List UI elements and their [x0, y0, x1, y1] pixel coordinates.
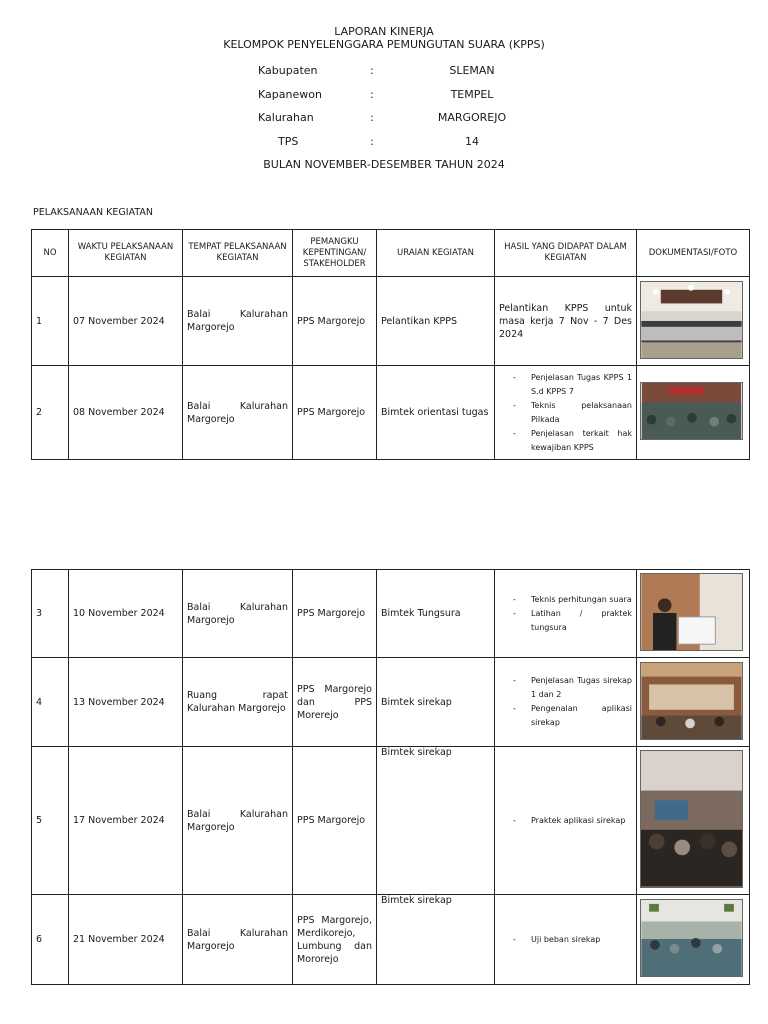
- row-no: 3: [32, 570, 69, 658]
- row-result: Pelantikan KPPS untuk masa kerja 7 Nov - 7 Des 2024: [495, 277, 637, 366]
- info-colon: :: [370, 88, 374, 101]
- col-header-photo: DOKUMENTASI/FOTO: [637, 230, 750, 277]
- activity-table-part-2: [31, 569, 750, 985]
- row-photo: [637, 366, 750, 460]
- info-row-kapanewon: [0, 88, 768, 102]
- row-date: 17 November 2024: [69, 747, 183, 895]
- col-header-stakeholder: PEMANGKU KEPENTINGAN/ STAKEHOLDER: [293, 230, 377, 277]
- info-row-kalurahan: [0, 111, 768, 125]
- info-row-kabupaten: [0, 64, 768, 78]
- col-header-date: WAKTU PELAKSANAAN KEGIATAN: [69, 230, 183, 277]
- row-no: 4: [32, 658, 69, 747]
- result-item: - Penjelasan Tugas KPPS 1 S.d KPPS 7: [499, 371, 632, 399]
- row-photo: [637, 277, 750, 366]
- row-place: Balai Kalurahan Margorejo: [183, 570, 293, 658]
- row-stakeholder: PPS Margorejo dan PPS Morerejo: [293, 658, 377, 747]
- photo-inauguration: [640, 281, 743, 359]
- photo-orientation: [640, 382, 743, 440]
- row-stakeholder: PPS Margorejo, Merdikorejo, Lumbung dan Mororejo: [293, 895, 377, 985]
- info-value: TEMPEL: [450, 88, 494, 101]
- row-no: 2: [32, 366, 69, 460]
- row-activity: Bimtek Tungsura: [377, 570, 495, 658]
- row-activity: Bimtek sirekap: [377, 658, 495, 747]
- col-header-place: TEMPAT PELAKSANAAN KEGIATAN: [183, 230, 293, 277]
- info-label: Kalurahan: [258, 111, 314, 124]
- row-activity: Bimtek sirekap: [377, 895, 495, 985]
- row-photo: [637, 747, 750, 895]
- row-results: [495, 895, 637, 985]
- table-row: [32, 895, 750, 985]
- photo-sirekap-practice: [640, 750, 743, 888]
- row-date: 10 November 2024: [69, 570, 183, 658]
- activity-table-part-1: [31, 229, 750, 460]
- row-photo: [637, 895, 750, 985]
- row-photo: [637, 570, 750, 658]
- row-photo: [637, 658, 750, 747]
- row-date: 13 November 2024: [69, 658, 183, 747]
- col-header-result: HASIL YANG DIDAPAT DALAM KEGIATAN: [495, 230, 637, 277]
- row-stakeholder: PPS Margorejo: [293, 570, 377, 658]
- info-label: TPS: [278, 135, 299, 148]
- row-results: [495, 658, 637, 747]
- report-period: BULAN NOVEMBER-DESEMBER TAHUN 2024: [263, 158, 505, 171]
- table-header-row: [32, 230, 750, 277]
- row-place: Balai Kalurahan Margorejo: [183, 747, 293, 895]
- table-row: [32, 366, 750, 460]
- info-colon: :: [370, 111, 374, 124]
- col-header-no: NO: [32, 230, 69, 277]
- row-stakeholder: PPS Margorejo: [293, 277, 377, 366]
- row-results: [495, 747, 637, 895]
- section-title: PELAKSANAAN KEGIATAN: [33, 207, 153, 218]
- col-header-activity: URAIAN KEGIATAN: [377, 230, 495, 277]
- result-item: - Penjelasan terkait hak kewajiban KPPS: [499, 427, 632, 455]
- info-label: Kabupaten: [258, 64, 318, 77]
- row-stakeholder: PPS Margorejo: [293, 366, 377, 460]
- report-subtitle: KELOMPOK PENYELENGGARA PEMUNGUTAN SUARA (KPPS): [223, 38, 545, 51]
- info-colon: :: [370, 64, 374, 77]
- result-list: [499, 674, 632, 730]
- info-value: SLEMAN: [449, 64, 495, 77]
- result-list: [499, 593, 632, 635]
- table-row: [32, 277, 750, 366]
- result-item: - Uji beban sirekap: [499, 933, 632, 947]
- row-place: Ruang rapat Kalurahan Margorejo: [183, 658, 293, 747]
- result-item: - Latihan / praktek tungsura: [499, 607, 632, 635]
- result-item: - Teknis pelaksanaan Pilkada: [499, 399, 632, 427]
- row-place: Balai Kalurahan Margorejo: [183, 277, 293, 366]
- info-label: Kapanewon: [258, 88, 322, 101]
- row-stakeholder: PPS Margorejo: [293, 747, 377, 895]
- table-row: [32, 658, 750, 747]
- row-place: Balai Kalurahan Margorejo: [183, 895, 293, 985]
- row-date: 21 November 2024: [69, 895, 183, 985]
- table-row: [32, 747, 750, 895]
- row-activity: Bimtek sirekap: [377, 747, 495, 895]
- result-item: - Penjelasan Tugas sirekap 1 dan 2: [499, 674, 632, 702]
- row-activity: Pelantikan KPPS: [377, 277, 495, 366]
- info-value: MARGOREJO: [437, 111, 507, 124]
- row-results: [495, 366, 637, 460]
- row-date: 07 November 2024: [69, 277, 183, 366]
- row-no: 1: [32, 277, 69, 366]
- info-value: 14: [465, 135, 479, 148]
- report-header: [0, 25, 768, 51]
- result-list: [499, 814, 632, 828]
- report-title: LAPORAN KINERJA: [334, 25, 434, 38]
- result-item: - Praktek aplikasi sirekap: [499, 814, 632, 828]
- info-row-tps: [0, 135, 768, 149]
- row-results: [495, 570, 637, 658]
- row-date: 08 November 2024: [69, 366, 183, 460]
- result-item: - Pengenalan aplikasi sirekap: [499, 702, 632, 730]
- result-list: [499, 933, 632, 947]
- row-place: Balai Kalurahan Margorejo: [183, 366, 293, 460]
- photo-sirekap-meeting: [640, 662, 743, 740]
- photo-tungsura: [640, 573, 743, 651]
- row-activity: Bimtek orientasi tugas: [377, 366, 495, 460]
- info-colon: :: [370, 135, 374, 148]
- result-item: - Teknis perhitungan suara: [499, 593, 632, 607]
- table-row: [32, 570, 750, 658]
- row-no: 6: [32, 895, 69, 985]
- result-list: [499, 371, 632, 455]
- row-no: 5: [32, 747, 69, 895]
- photo-load-test: [640, 899, 743, 977]
